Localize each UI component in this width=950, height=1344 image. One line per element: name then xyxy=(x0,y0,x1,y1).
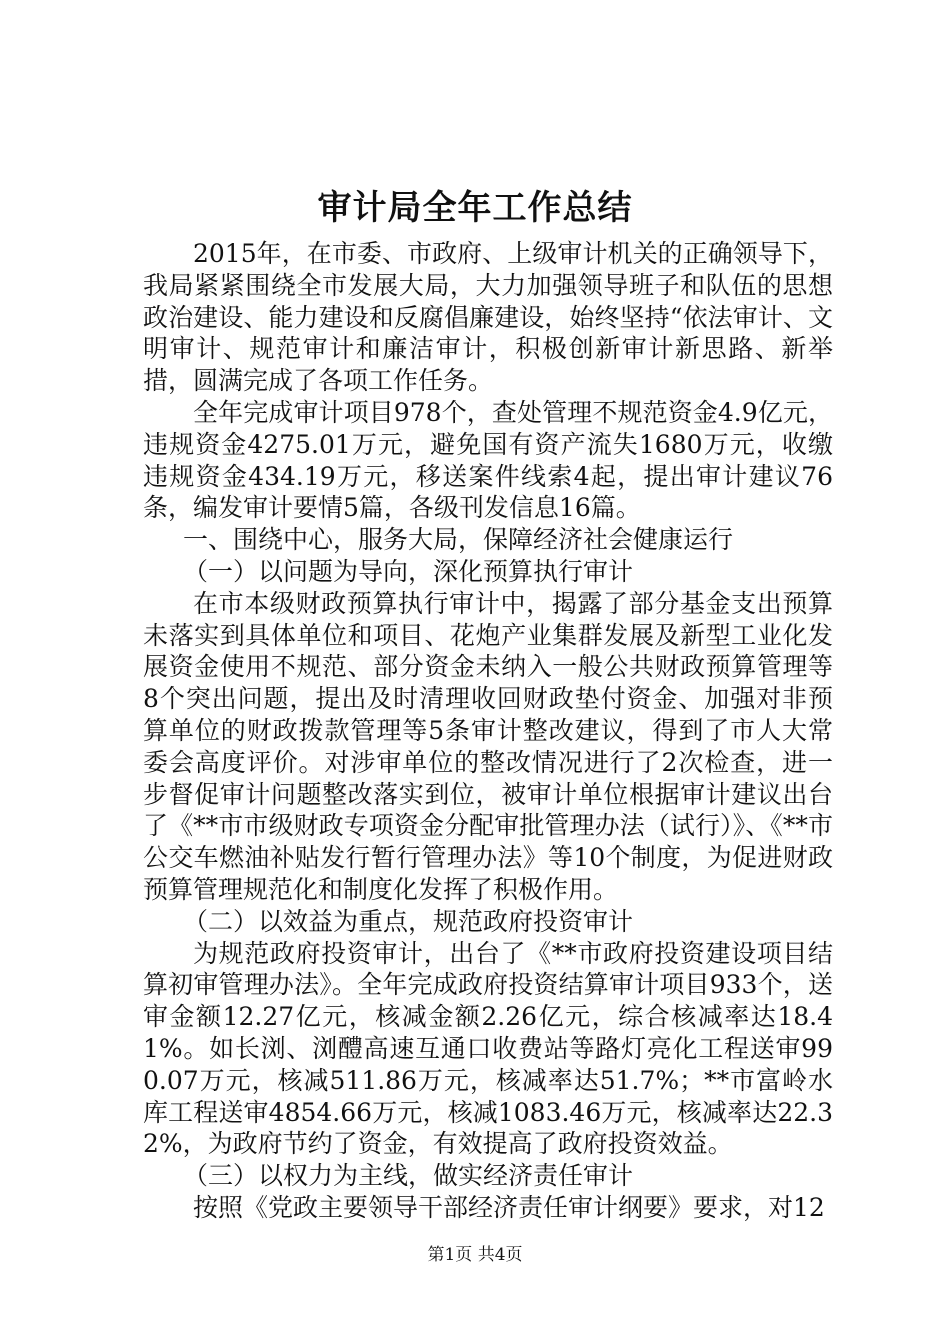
paragraph-intro: 2015年，在市委、市政府、上级审计机关的正确领导下，我局紧紧围绕全市发展大局，大力加强领导班子和队伍的思想政治建设、能力建设和反腐倡廉建设，始终坚持“依法审计、文明审计、规范审计和廉洁审计，积极创新审计新思路、新举措，圆满完成了各项工作任务。 xyxy=(143,239,833,396)
paragraph-investment-audit: 为规范政府投资审计，出台了《**市政府投资建设项目结算初审管理办法》。全年完成政府投资结算审计项目933个，送审金额12.27亿元，核减金额2.26亿元，综合核减率达18.41%。如长浏、浏醴高速互通口收费站等路灯亮化工程送审990.07万元，核减511.86万元，核减率达51.7%；**市富岭水库工程送审4854.66万元，核减1083.46万元，核减率达22.32%，为政府节约了资金，有效提高了政府投资效益。 xyxy=(143,938,833,1159)
section-heading: 一、围绕中心，服务大局，保障经济社会健康运行 xyxy=(183,525,734,555)
subsection-heading: （一）以问题为导向，深化预算执行审计 xyxy=(183,556,634,586)
subsection-heading: （三）以权力为主线，做实经济责任审计 xyxy=(183,1161,634,1191)
page-footer: 第1页 共4页 xyxy=(427,1245,523,1265)
document-title: 审计局全年工作总结 xyxy=(317,188,633,228)
paragraph-statistics: 全年完成审计项目978个，查处管理不规范资金4.9亿元，违规资金4275.01万元，避免国有资产流失1680万元，收缴违规资金434.19万元，移送案件线索4起，提出审计建议76条，编发审计要情5篇，各级刊发信息16篇。 xyxy=(143,397,833,523)
paragraph-responsibility-audit: 按照《党政主要领导干部经济责任审计纲要》要求，对12 xyxy=(193,1192,825,1222)
subsection-heading: （二）以效益为重点，规范政府投资审计 xyxy=(183,906,634,936)
paragraph-budget-audit: 在市本级财政预算执行审计中，揭露了部分基金支出预算未落实到具体单位和项目、花炮产业集群发展及新型工业化发展资金使用不规范、部分资金未纳入一般公共财政预算管理等8个突出问题，提出及时清理收回财政垫付资金、加强对非预算单位的财政拨款管理等5条审计整改建议，得到了市人大常委会高度评价。对涉审单位的整改情况进行了2次检查，进一步督促审计问题整改落实到位，被审计单位根据审计建议出台了《**市市级财政专项资金分配审批管理办法（试行）》、《**市公交车燃油补贴发行暂行管理办法》等10个制度，为促进财政预算管理规范化和制度化发挥了积极作用。 xyxy=(143,588,833,904)
document-body xyxy=(143,238,833,1224)
